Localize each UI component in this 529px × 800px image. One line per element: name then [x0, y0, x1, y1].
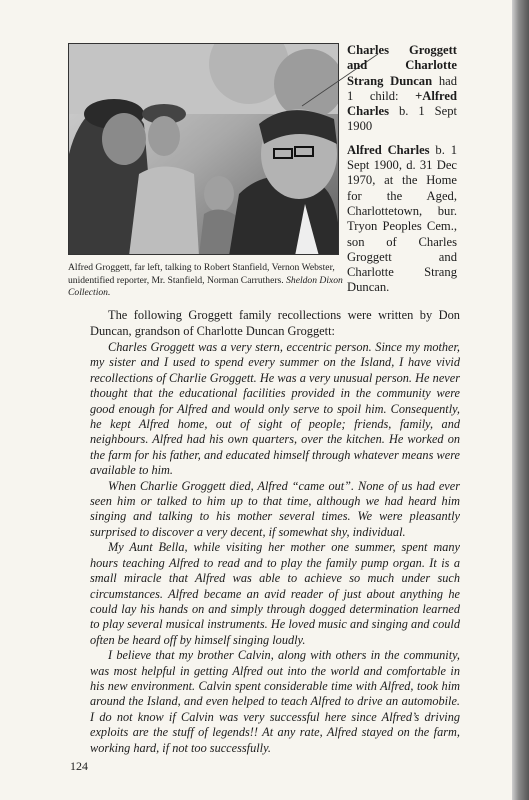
caption-text: Alfred Groggett, far left, talking to Robert Stanfield, Vernon Webster, unidentified reporter, Mr. Stanfield, Norman Carruthers. [68, 262, 335, 286]
archival-photograph [68, 43, 339, 255]
recollection-paragraph: My Aunt Bella, while visiting her mother one summer, spent many hours teaching Alfred to read and to play the family pump organ. It is a small miracle that Alfred was able to achieve so much under such circumstances. Alfred became an avid reader of just about anything he could lay his hands on and simply through dogged determination learned to play several musical instruments. He loved music and singing and could often be heard off by himself singing loudly. [90, 540, 460, 647]
intro-paragraph [90, 308, 460, 339]
genealogy-entry-parents [347, 43, 457, 135]
photo-image [69, 44, 339, 255]
page-number: 124 [70, 759, 88, 773]
photo-caption [68, 262, 343, 300]
recollection-paragraph: When Charlie Groggett died, Alfred “came out”. None of us had ever seen him or talked to him up to that time, although we had heard him singing and talking to his mother several times. We were pleasantly surprised to discover a very decent, if somewhat shy, individual. [90, 478, 460, 539]
child-birth: b. 1 Sept 1900 [347, 104, 457, 134]
child-entry-name: Alfred Charles [347, 142, 430, 157]
genealogy-entry-child [347, 143, 457, 296]
recollections-text [90, 340, 460, 756]
parents-text: had 1 child: [347, 73, 457, 103]
child-name: +Alfred Charles [347, 88, 457, 119]
genealogy-sidebar [347, 43, 457, 304]
caption-credit: Sheldon Dixon Collection. [68, 274, 343, 299]
recollection-paragraph: Charles Groggett was a very stern, eccentric person. Since my mother, my sister and I used to spend every summer on the Island, I have vivid recollections of Charlie Groggett. He was a very unusual person. He never thought that the educational facilities provided in the community were good enough for Alfred and would only serve to spoil him. Consequently, he kept Alfred home, out of sight of people; friends, family, and neighbours. Alfred had his own quarters, over the kitchen. He worked on the farm for his father, and educated himself through whatever means were available to him. [90, 340, 460, 478]
recollection-paragraph: I believe that my brother Calvin, along with others in the community, was most helpful in getting Alfred out into the world and comfortable in his new environment. Calvin spent considerable time with Alfred, took him around the Island, and even helped to teach Alfred to drive an automobile. I do not know if Calvin was very successful here since Alfred’s driving exploits are the stuff of legends!! At any rate, Alfred stayed on the farm, working hard, if not too successfully. [90, 648, 460, 755]
parents-names: Charles Groggett and Charlotte Strang Duncan [347, 43, 457, 88]
child-entry-text: b. 1 Sept 1900, d. 31 Dec 1970, at the Home for the Aged, Charlottetown, bur. Tryon Peoples Cem., son of Charles Groggett and Charlotte Strang Duncan. [347, 142, 457, 295]
page-edge-shadow [512, 0, 529, 800]
intro-text: The following Groggett family recollections were written by Don Duncan, grandson of Charlotte Duncan Groggett: [90, 308, 460, 338]
